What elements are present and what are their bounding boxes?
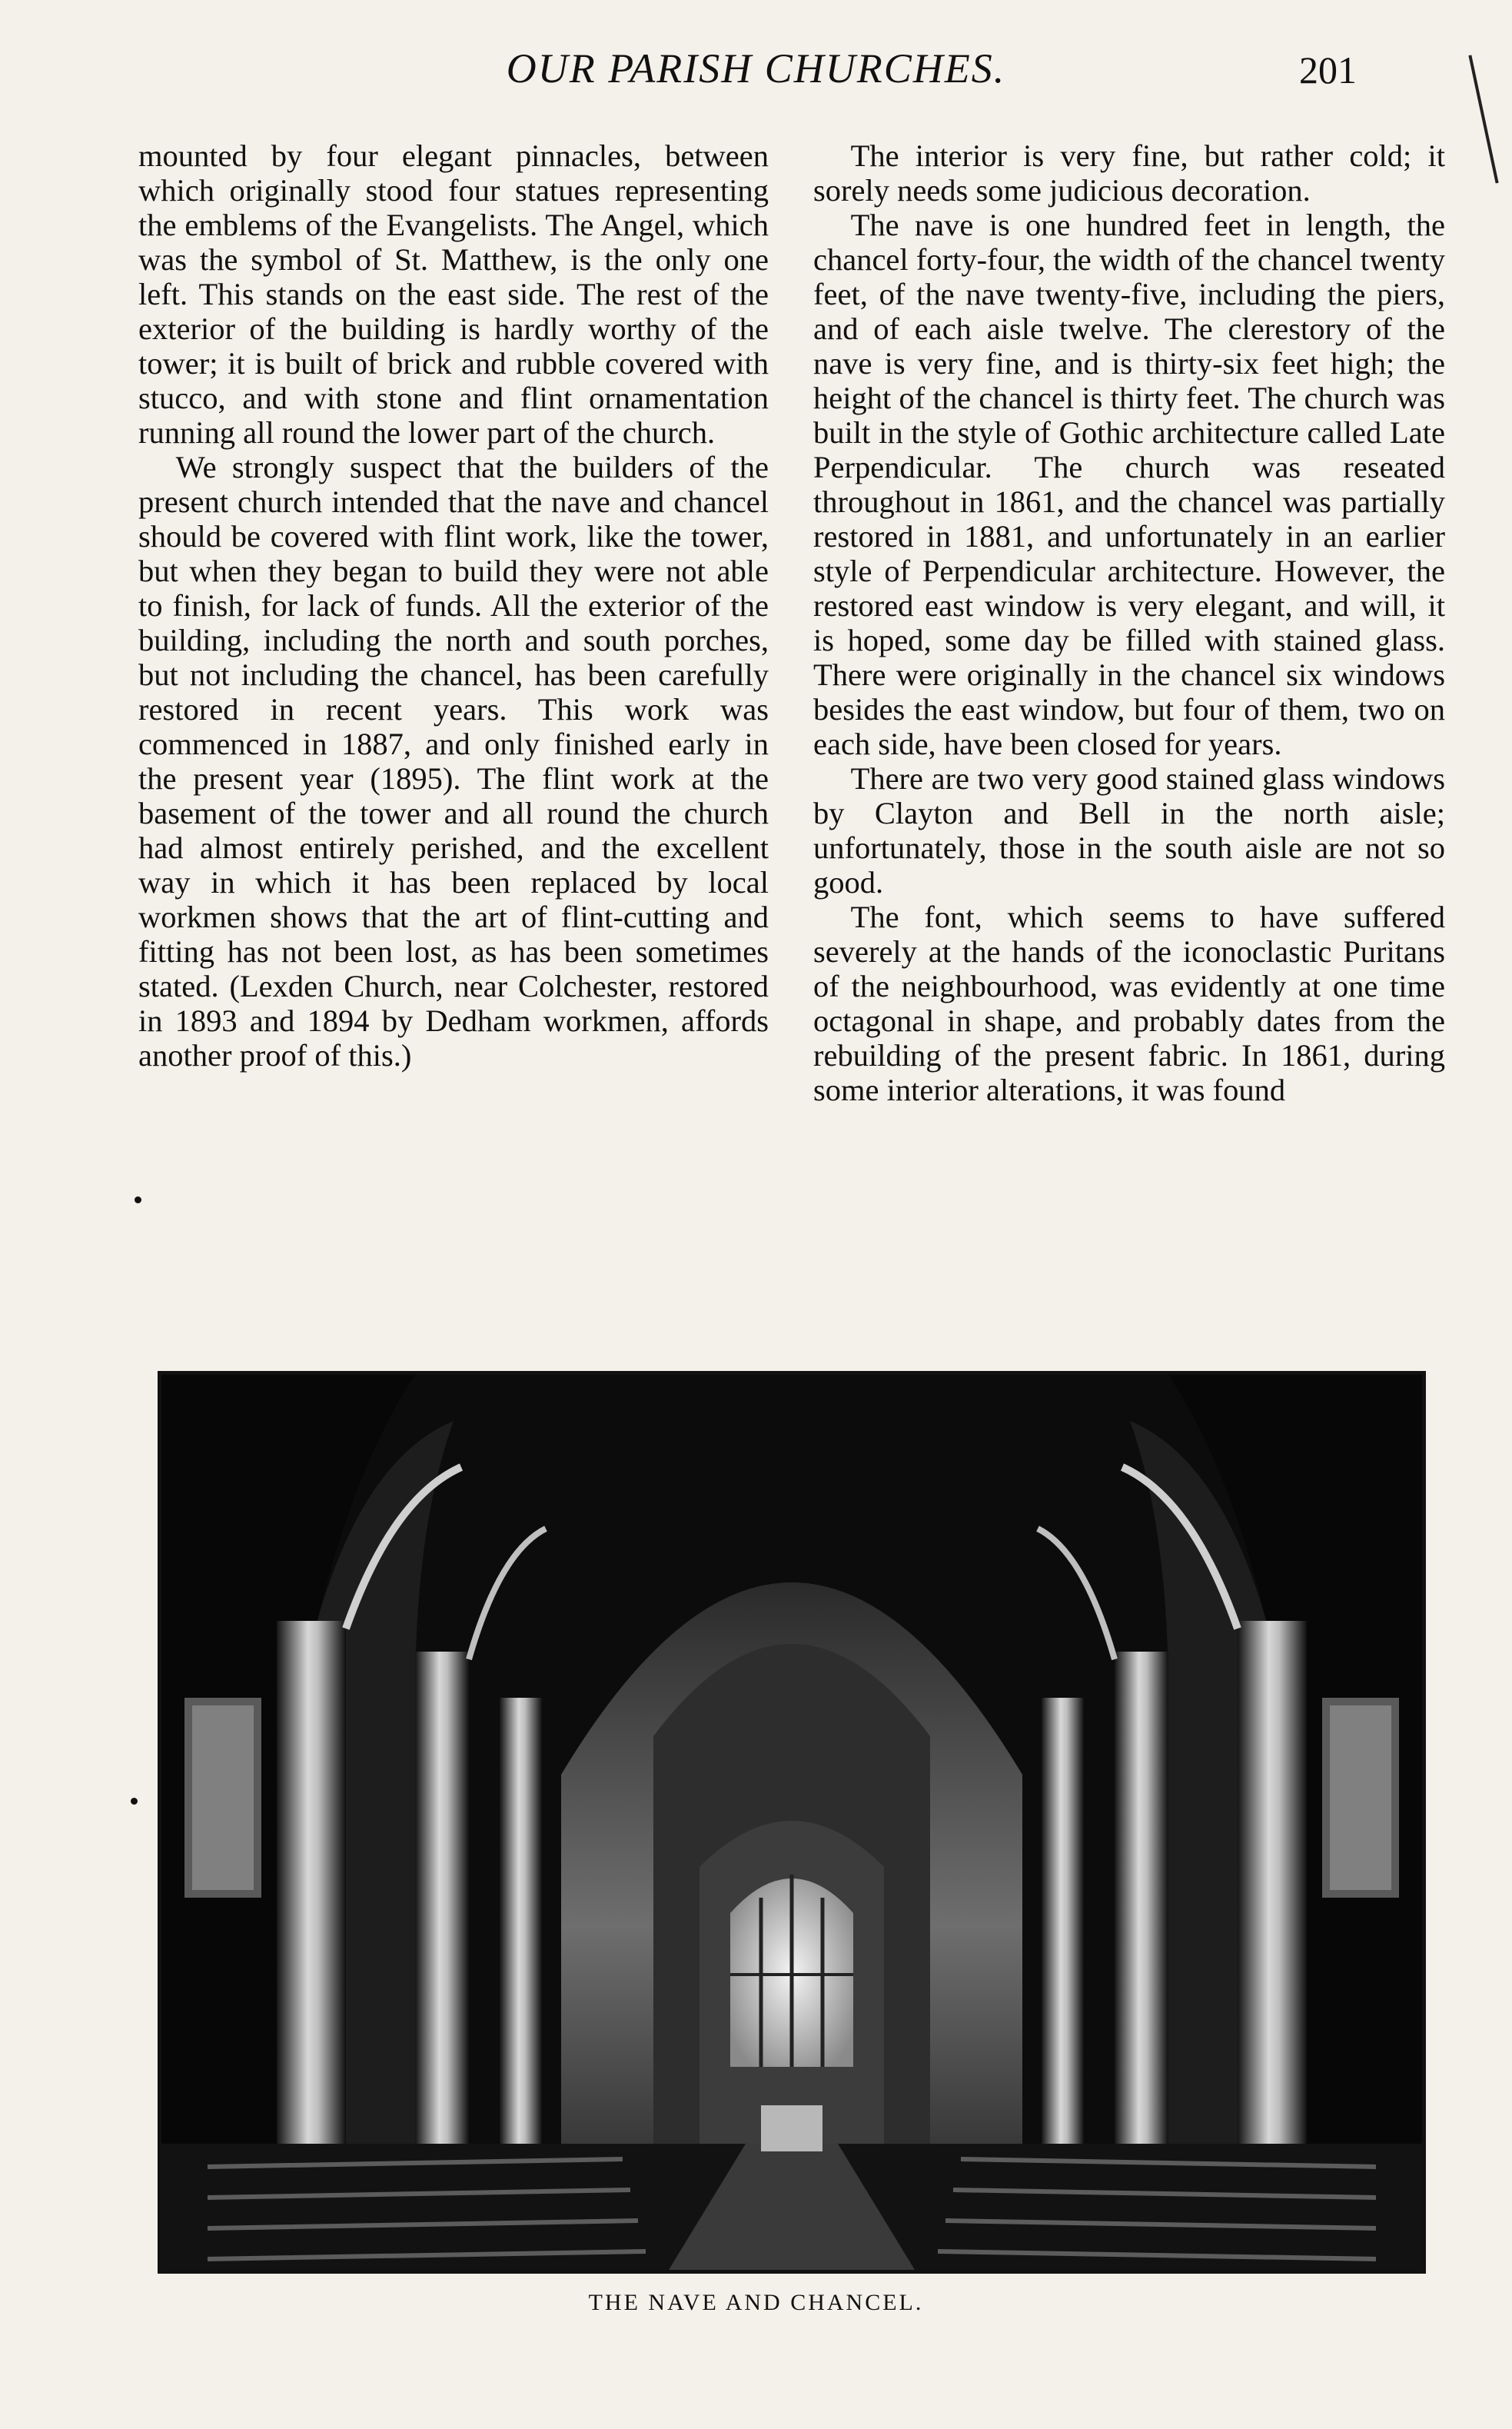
margin-dot <box>135 1196 141 1203</box>
paragraph: We strongly suspect that the builders of the present church intended that the nave and chancel should be covered with flint work, like the tower, but when they began to build they were not able to finish, for lack of funds. All the exterior of the building, including the north and south porches, but not including the chancel, has been carefully restored in recent years. This work was commenced in 1887, and only finished early in the present year (1895). The flint work at the basement of the tower and all round the church had almost entirely perished, and the excellent way in which it has been replaced by local workmen shows that the art of flint-cutting and fitting has not been lost, as has been sometimes stated. (Lexden Church, near Colchester, restored in 1893 and 1894 by Dedham workmen, affords another proof of this.) <box>138 450 769 1073</box>
paragraph: mounted by four elegant pinnacles, between which originally stood four statues representing the emblems of the Evangelists. The Angel, which was the symbol of St. Matthew, is the only one left. This stands on the east side. The rest of the exterior of the building is hardly worthy of the tower; it is built of brick and rubble covered with stucco, and with stone and flint ornamentation running all round the lower part of the church. <box>138 138 769 450</box>
right-text-column <box>813 138 1445 1107</box>
paragraph: The font, which seems to have suffered severely at the hands of the iconoclastic Puritans of the neighbourhood, was evidently at one time octagonal in shape, and probably dates from the rebuilding of the present fabric. In 1861, during some interior alterations, it was found <box>813 900 1445 1107</box>
nave-and-chancel-engraving <box>158 1371 1426 2274</box>
paragraph: There are two very good stained glass windows by Clayton and Bell in the north aisle; unfortunately, those in the south aisle are not so good. <box>813 761 1445 900</box>
illustration-caption: THE NAVE AND CHANCEL. <box>588 2290 924 2315</box>
margin-dot <box>131 1798 138 1805</box>
church-interior-illustration <box>161 1375 1422 2270</box>
left-text-column <box>138 138 769 1073</box>
running-title: OUR PARISH CHURCHES. <box>506 45 1006 92</box>
paragraph: The nave is one hundred feet in length, the chancel forty-four, the width of the chancel twenty feet, of the nave twenty-five, including the piers, and of each aisle twelve. The clerestory of the nave is very fine, and is thirty-six feet high; the height of the chancel is thirty feet. The church was built in the style of Gothic architecture called Late Perpendicular. The church was reseated throughout in 1861, and the chancel was partially restored in 1881, and unfortunately in an earlier style of Perpendicular architecture. However, the restored east window is very elegant, and will, it is hoped, some day be filled with stained glass. There were originally in the chancel six windows besides the east window, but four of them, two on each side, have been closed for years. <box>813 208 1445 761</box>
paragraph: The interior is very fine, but rather cold; it sorely needs some judicious decoration. <box>813 138 1445 208</box>
east-window <box>730 1875 853 2067</box>
page-number: 201 <box>1299 48 1357 92</box>
